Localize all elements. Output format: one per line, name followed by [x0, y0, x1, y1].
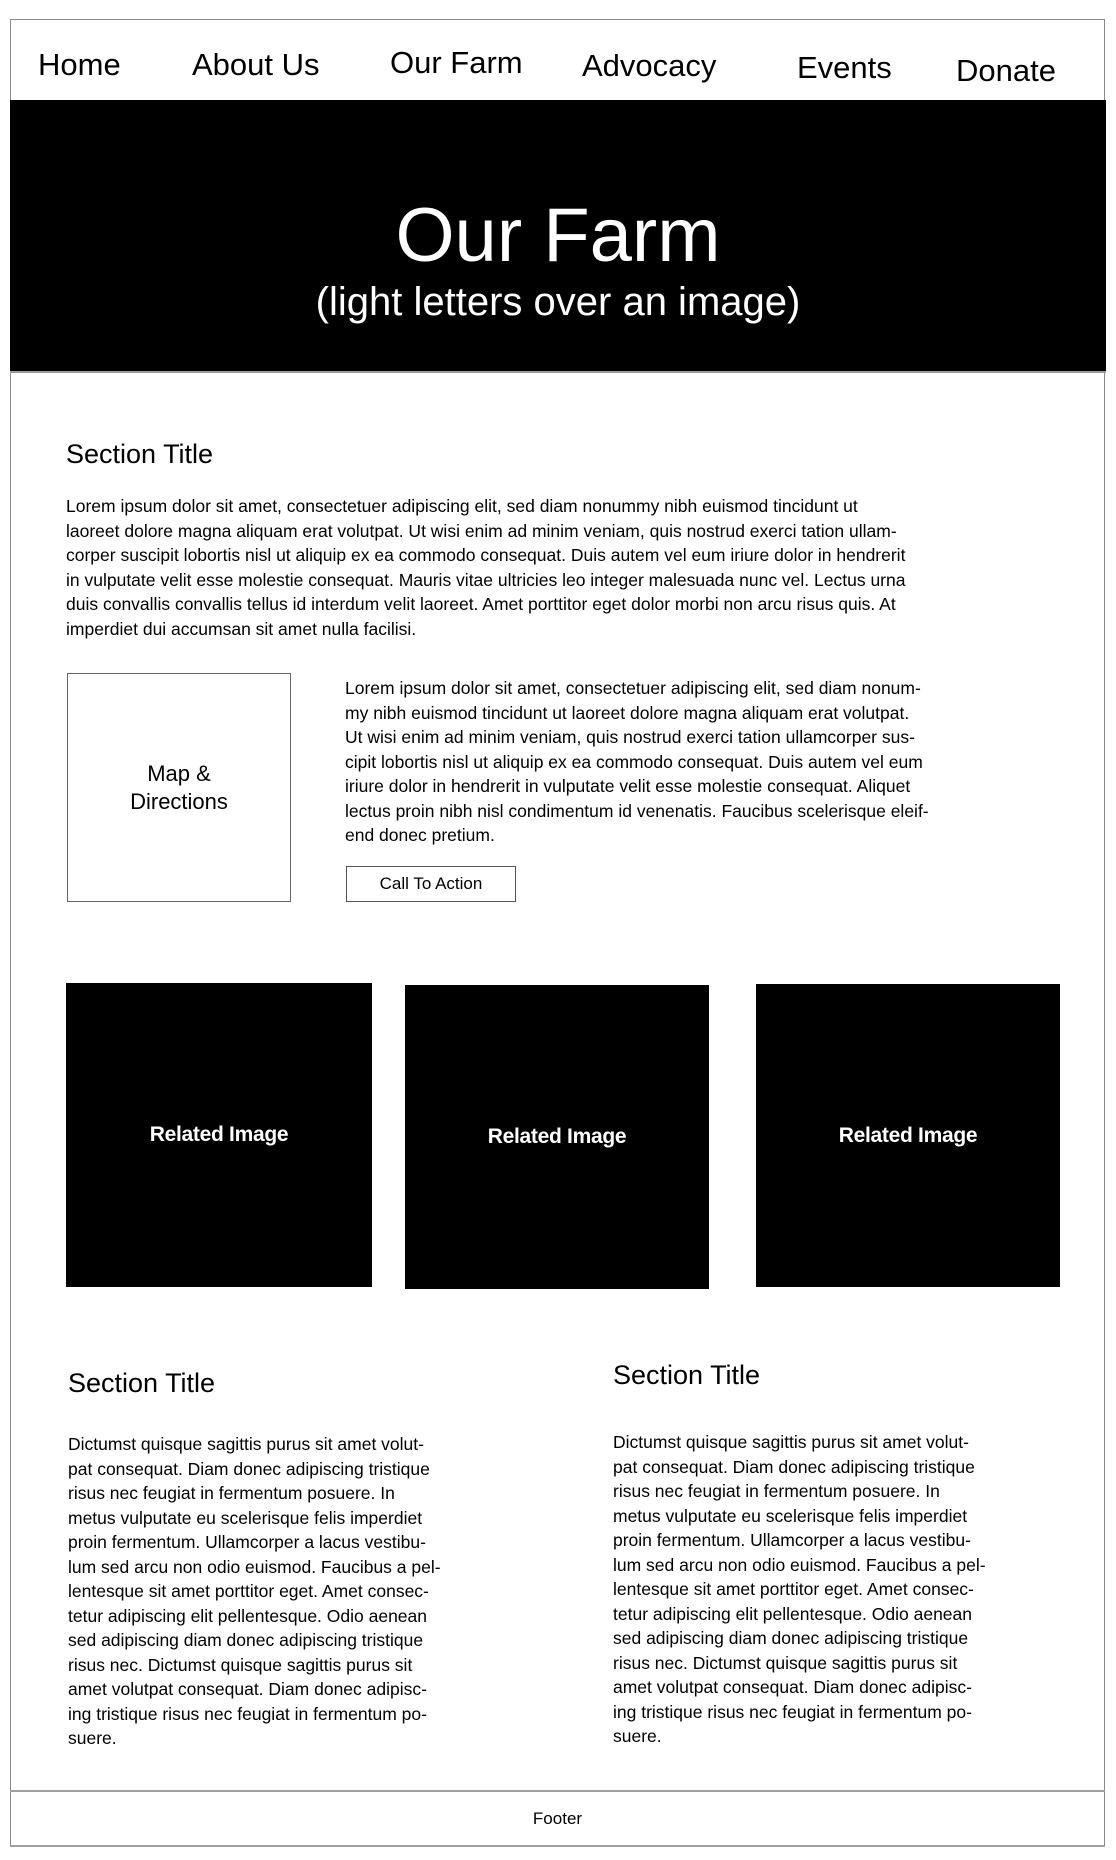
text-line: imperdiet dui accumsan sit amet nulla facilisi.	[66, 618, 417, 639]
text-line: ing tristique risus nec feugiat in fermentum po-	[68, 1703, 427, 1724]
main-nav	[10, 19, 1105, 100]
text-line: amet volutpat consequat. Diam donec adipisc-	[613, 1677, 972, 1697]
column-paragraph	[68, 1432, 488, 1751]
nav-item-events[interactable]: Events	[797, 50, 892, 85]
text-line: metus vulputate eu scelerisque felis imperdiet	[68, 1507, 423, 1528]
nav-item-our-farm[interactable]: Our Farm	[390, 45, 523, 80]
map-label-line2: Directions	[130, 788, 228, 814]
text-line: ing tristique risus nec feugiat in fermentum po-	[613, 1701, 972, 1722]
text-line: Dictumst quisque sagittis purus sit amet volut-	[613, 1432, 969, 1452]
text-line: suere.	[613, 1726, 662, 1746]
text-line: tetur adipiscing elit pellentesque. Odio aenean	[613, 1603, 972, 1624]
text-line: laoreet dolore magna aliquam erat volutpat. Ut wisi enim ad minim veniam, quis nostrud exerci tation ullam-	[66, 520, 897, 541]
intro-paragraph	[66, 494, 1006, 641]
text-line: Lorem ipsum dolor sit amet, consectetuer adipiscing elit, sed diam nonum-	[345, 678, 921, 698]
text-line: pat consequat. Diam donec adipiscing tristique	[68, 1458, 430, 1479]
text-line: cipit lobortis nisl ut aliquip ex ea commodo consequat. Duis autem vel eum	[345, 751, 923, 772]
nav-item-about-us[interactable]: About Us	[192, 47, 320, 82]
column-paragraph	[613, 1430, 1033, 1749]
text-line: proin fermentum. Ullamcorper a lacus vestibu-	[613, 1530, 971, 1550]
footer	[10, 1790, 1105, 1847]
text-line: sed adipiscing diam donec adipiscing tristique	[68, 1630, 424, 1650]
text-line: end donec pretium.	[345, 825, 495, 845]
hero-subtitle: (light letters over an image)	[315, 280, 801, 324]
hero-title: Our Farm	[395, 193, 721, 278]
feature-paragraph	[345, 676, 995, 848]
text-line: lentesque sit amet porttitor eget. Amet consec-	[613, 1579, 974, 1599]
text-line: iriure dolor in hendrerit in vulputate velit esse molestie consequat. Aliquet	[345, 776, 911, 796]
text-line: duis convallis convallis tellus id interdum velit laoreet. Amet porttitor eget dolor morbi non arcu risus quis. At	[66, 594, 896, 614]
text-line: in vulputate velit esse molestie consequat. Mauris vitae ultricies leo integer malesuada nunc vel. Lectus urna	[66, 569, 906, 590]
map-directions-placeholder[interactable]	[67, 673, 291, 902]
text-line: risus nec feugiat in fermentum posuere. In	[613, 1481, 940, 1501]
text-line: proin fermentum. Ullamcorper a lacus vestibu-	[68, 1532, 426, 1552]
related-image[interactable]: Related Image	[66, 983, 372, 1287]
text-line: lum sed arcu non odio euismod. Faucibus a pel-	[68, 1556, 441, 1577]
text-line: amet volutpat consequat. Diam donec adipisc-	[68, 1679, 427, 1699]
text-line: my nibh euismod tincidunt ut laoreet dolore magna aliquam erat volutpat.	[345, 702, 910, 723]
text-line: risus nec. Dictumst quisque sagittis purus sit	[68, 1654, 413, 1675]
text-line: risus nec. Dictumst quisque sagittis purus sit	[613, 1652, 958, 1673]
text-line: corper suscipit lobortis nisl ut aliquip ex ea commodo consequat. Duis autem vel eum iriure dolor in hendrerit	[66, 545, 906, 565]
text-line: risus nec feugiat in fermentum posuere. In	[68, 1483, 395, 1503]
call-to-action-button[interactable]: Call To Action	[346, 866, 516, 902]
text-line: Ut wisi enim ad minim veniam, quis nostrud exerci tation ullamcorper sus-	[345, 727, 915, 747]
text-line: pat consequat. Diam donec adipiscing tristique	[613, 1456, 975, 1477]
text-line: metus vulputate eu scelerisque felis imperdiet	[613, 1505, 968, 1526]
related-image[interactable]: Related Image	[756, 984, 1060, 1287]
nav-item-advocacy[interactable]: Advocacy	[582, 48, 717, 83]
map-label-line1: Map &	[147, 760, 211, 786]
nav-item-donate[interactable]: Donate	[956, 53, 1056, 88]
section-title: Section Title	[68, 1368, 216, 1398]
text-line: sed adipiscing diam donec adipiscing tristique	[613, 1628, 969, 1648]
text-line: Lorem ipsum dolor sit amet, consectetuer adipiscing elit, sed diam nonummy nibh euismod tincidunt ut	[66, 496, 858, 516]
text-line: suere.	[68, 1728, 117, 1748]
related-image[interactable]: Related Image	[405, 985, 709, 1289]
text-line: lectus proin nibh nisl condimentum id venenatis. Faucibus scelerisque eleif-	[345, 800, 929, 821]
hero-banner	[10, 100, 1106, 373]
text-line: tetur adipiscing elit pellentesque. Odio aenean	[68, 1605, 427, 1626]
footer-label: Footer	[532, 1808, 583, 1828]
section-title: Section Title	[613, 1360, 761, 1390]
nav-item-home[interactable]: Home	[38, 47, 121, 82]
text-line: lum sed arcu non odio euismod. Faucibus a pel-	[613, 1554, 986, 1575]
text-line: Dictumst quisque sagittis purus sit amet volut-	[68, 1434, 424, 1454]
section-title: Section Title	[66, 439, 214, 469]
text-line: lentesque sit amet porttitor eget. Amet consec-	[68, 1581, 429, 1601]
